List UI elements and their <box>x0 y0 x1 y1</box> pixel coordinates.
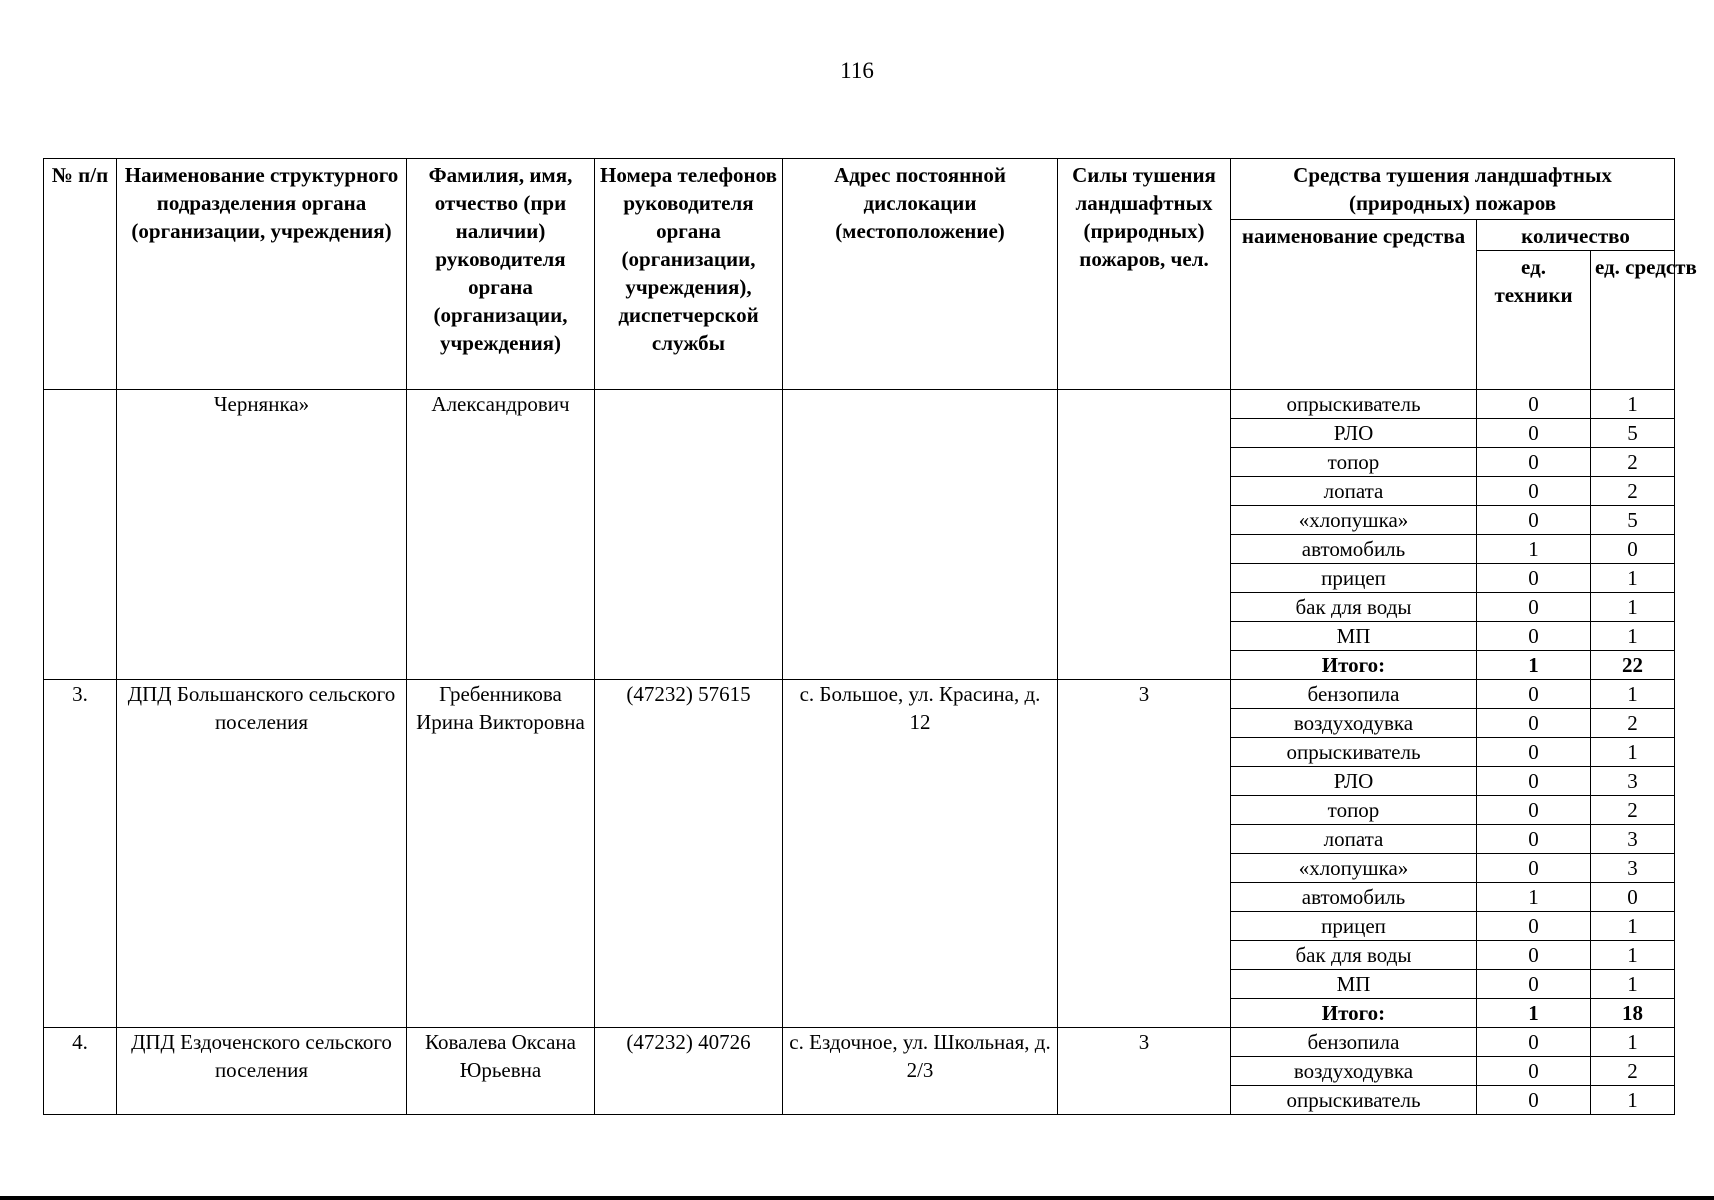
qty-tech: 0 <box>1477 1086 1591 1115</box>
scan-edge-line <box>0 1196 1714 1200</box>
unit-name: ДПД Ездоченского сельского поселения <box>117 1028 407 1115</box>
qty-tech: 0 <box>1477 941 1591 970</box>
qty-tech: 0 <box>1477 477 1591 506</box>
means-name: опрыскиватель <box>1231 1086 1477 1115</box>
header-phone: Номера телефонов руководителя органа (организации, учреждения), диспетчерской службы <box>595 159 783 390</box>
phone-number: (47232) 57615 <box>595 680 783 1028</box>
qty-tech: 0 <box>1477 506 1591 535</box>
header-unit: Наименование структурного подразделения органа (организации, учреждения) <box>117 159 407 390</box>
means-name: «хлопушка» <box>1231 854 1477 883</box>
head-name: Александрович <box>407 390 595 680</box>
means-name: топор <box>1231 796 1477 825</box>
means-name: прицеп <box>1231 912 1477 941</box>
phone-number <box>595 390 783 680</box>
total-label: Итого: <box>1231 651 1477 680</box>
total-tech: 1 <box>1477 651 1591 680</box>
table-header <box>44 159 1697 390</box>
means-name: МП <box>1231 622 1477 651</box>
qty-means: 1 <box>1591 912 1675 941</box>
means-name: воздуходувка <box>1231 1057 1477 1086</box>
unit-name: ДПД Большанского сельского поселения <box>117 680 407 1028</box>
qty-tech: 0 <box>1477 680 1591 709</box>
means-name: прицеп <box>1231 564 1477 593</box>
qty-means: 1 <box>1591 564 1675 593</box>
qty-tech: 0 <box>1477 825 1591 854</box>
qty-means: 1 <box>1591 622 1675 651</box>
qty-means: 1 <box>1591 390 1675 419</box>
forces-count: 3 <box>1058 1028 1231 1115</box>
qty-tech: 0 <box>1477 622 1591 651</box>
total-label: Итого: <box>1231 999 1477 1028</box>
total-tech: 1 <box>1477 999 1591 1028</box>
qty-tech: 0 <box>1477 767 1591 796</box>
total-means: 18 <box>1591 999 1675 1028</box>
qty-tech: 0 <box>1477 709 1591 738</box>
row-num: 4. <box>44 1028 117 1115</box>
address: с. Большое, ул. Красина, д. 12 <box>783 680 1058 1028</box>
forces-count: 3 <box>1058 680 1231 1028</box>
page-number: 116 <box>840 58 874 83</box>
means-name: бензопила <box>1231 680 1477 709</box>
qty-means: 2 <box>1591 448 1675 477</box>
header-num: № п/п <box>44 159 117 390</box>
qty-means: 2 <box>1591 796 1675 825</box>
means-name: автомобиль <box>1231 535 1477 564</box>
means-name: топор <box>1231 448 1477 477</box>
qty-means: 3 <box>1591 825 1675 854</box>
qty-means: 5 <box>1591 419 1675 448</box>
qty-means: 3 <box>1591 854 1675 883</box>
means-name: лопата <box>1231 825 1477 854</box>
row-num: 3. <box>44 680 117 1028</box>
address: с. Ездочное, ул. Школьная, д. 2/3 <box>783 1028 1058 1115</box>
header-forces: Силы тушения ландшафтных (природных) пожаров, чел. <box>1058 159 1231 390</box>
means-name: РЛО <box>1231 419 1477 448</box>
qty-means: 1 <box>1591 941 1675 970</box>
head-name: Гребенникова Ирина Викторовна <box>407 680 595 1028</box>
row-num <box>44 390 117 680</box>
header-qty-tech: ед. техники <box>1477 251 1591 390</box>
means-name: воздуходувка <box>1231 709 1477 738</box>
qty-tech: 0 <box>1477 390 1591 419</box>
table-row <box>44 680 1675 709</box>
header-head: Фамилия, имя, отчество (при наличии) руководителя органа (организации, учреждения) <box>407 159 595 390</box>
qty-tech: 1 <box>1477 535 1591 564</box>
header-qty: количество <box>1477 220 1675 251</box>
qty-tech: 0 <box>1477 912 1591 941</box>
qty-tech: 0 <box>1477 448 1591 477</box>
qty-tech: 0 <box>1477 1057 1591 1086</box>
means-name: МП <box>1231 970 1477 999</box>
qty-means: 1 <box>1591 1028 1675 1057</box>
means-name: бензопила <box>1231 1028 1477 1057</box>
qty-means: 5 <box>1591 506 1675 535</box>
address <box>783 390 1058 680</box>
qty-tech: 0 <box>1477 1028 1591 1057</box>
qty-means: 0 <box>1591 535 1675 564</box>
qty-means: 1 <box>1591 680 1675 709</box>
means-name: лопата <box>1231 477 1477 506</box>
qty-means: 2 <box>1591 477 1675 506</box>
qty-means: 1 <box>1591 593 1675 622</box>
qty-means: 2 <box>1591 709 1675 738</box>
qty-means: 1 <box>1591 1086 1675 1115</box>
qty-tech: 0 <box>1477 419 1591 448</box>
header-means-name: наименование средства <box>1231 220 1477 390</box>
header-means: Средства тушения ландшафтных (природных) пожаров <box>1231 159 1675 220</box>
means-name: автомобиль <box>1231 883 1477 912</box>
qty-tech: 0 <box>1477 564 1591 593</box>
means-name: РЛО <box>1231 767 1477 796</box>
qty-means: 0 <box>1591 883 1675 912</box>
unit-name: Чернянка» <box>117 390 407 680</box>
header-address: Адрес постоянной дислокации (местоположение) <box>783 159 1058 390</box>
head-name: Ковалева Оксана Юрьевна <box>407 1028 595 1115</box>
qty-means: 1 <box>1591 738 1675 767</box>
qty-tech: 0 <box>1477 796 1591 825</box>
phone-number: (47232) 40726 <box>595 1028 783 1115</box>
means-name: «хлопушка» <box>1231 506 1477 535</box>
qty-means: 3 <box>1591 767 1675 796</box>
means-name: опрыскиватель <box>1231 738 1477 767</box>
qty-tech: 0 <box>1477 738 1591 767</box>
total-means: 22 <box>1591 651 1675 680</box>
fire-means-table <box>43 158 1697 1115</box>
means-name: бак для воды <box>1231 941 1477 970</box>
means-name: опрыскиватель <box>1231 390 1477 419</box>
header-qty-means: ед. средств <box>1591 251 1675 390</box>
qty-means: 1 <box>1591 970 1675 999</box>
qty-tech: 0 <box>1477 593 1591 622</box>
qty-tech: 0 <box>1477 854 1591 883</box>
forces-count <box>1058 390 1231 680</box>
means-name: бак для воды <box>1231 593 1477 622</box>
qty-tech: 0 <box>1477 970 1591 999</box>
table-body <box>44 390 1675 1115</box>
table-row <box>44 390 1675 419</box>
qty-means: 2 <box>1591 1057 1675 1086</box>
table-row <box>44 1028 1675 1057</box>
qty-tech: 1 <box>1477 883 1591 912</box>
